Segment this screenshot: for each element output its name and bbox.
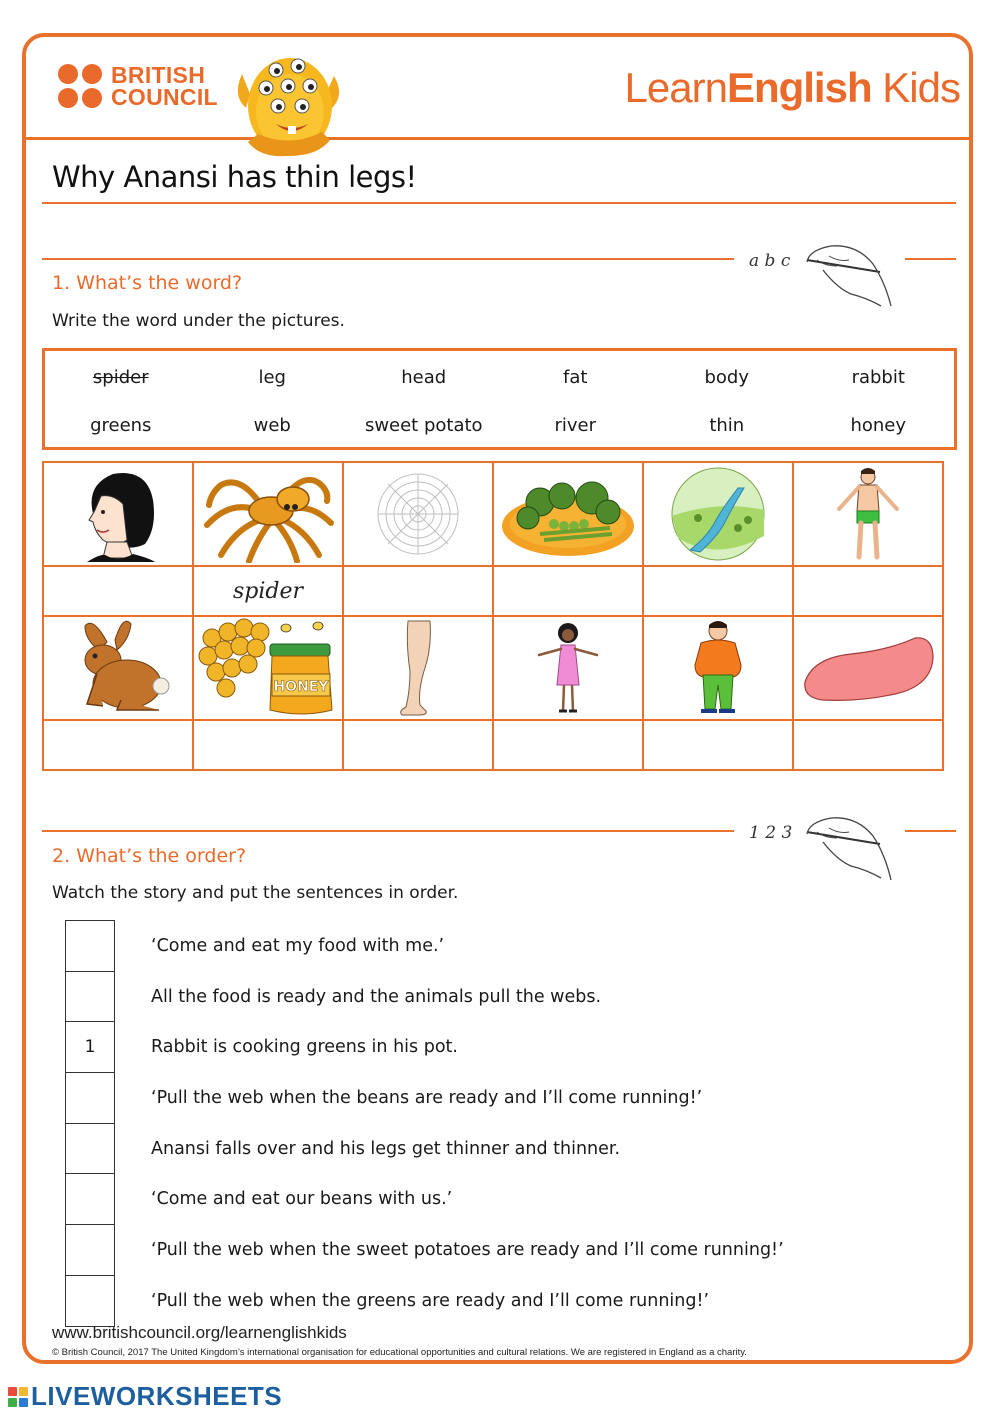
answer-cell[interactable] (343, 720, 493, 770)
thin-girl-picture (533, 619, 603, 717)
word-bank-word: fat (563, 366, 588, 388)
writing-hand-icon (745, 236, 895, 316)
web-picture (368, 466, 468, 562)
logo-kids: Kids (871, 64, 960, 111)
order-sentence: Rabbit is cooking greens in his pot. (151, 1037, 458, 1058)
order-row (66, 921, 785, 972)
answer-cell[interactable] (343, 566, 493, 616)
worksheet-title: Why Anansi has thin legs! (52, 160, 417, 194)
word-bank-word: river (554, 414, 597, 436)
answer-cell[interactable] (643, 566, 793, 616)
leg-picture (388, 619, 448, 717)
word-bank-row-2 (45, 401, 954, 449)
word-bank-row-1 (45, 353, 954, 401)
answer-cell[interactable] (493, 720, 643, 770)
order-sentence: Anansi falls over and his legs get thinner and thinner. (151, 1138, 621, 1159)
footer-copyright: © British Council, 2017 The United Kingdom’s international organisation for educational opportunities and cultural relations. We are registered in England as a charity. (52, 1347, 747, 1358)
order-row (66, 1225, 785, 1276)
river-picture (668, 466, 768, 562)
liveworksheets-logo (8, 1381, 282, 1412)
monster-mascot-icon (230, 46, 346, 160)
word-bank-word: greens (90, 414, 152, 436)
order-number-box[interactable] (66, 1073, 115, 1124)
picture-cell (643, 462, 793, 566)
picture-grid (42, 461, 944, 771)
learnenglish-kids-logo (625, 64, 960, 112)
british-council-logo (58, 64, 218, 108)
picture-cell (793, 616, 943, 720)
word-bank-word: head (401, 366, 447, 388)
answer-cell[interactable] (493, 566, 643, 616)
fat-man-picture (683, 619, 753, 717)
order-number-box[interactable]: 1 (66, 1022, 115, 1073)
word-bank-word: thin (709, 414, 745, 436)
word-bank (42, 348, 957, 450)
answer-text: spider (232, 578, 304, 604)
header-divider (26, 137, 973, 140)
order-row (66, 971, 785, 1022)
honey-picture (198, 618, 338, 718)
order-number-box[interactable] (66, 921, 115, 972)
answer-cell[interactable] (193, 720, 343, 770)
british-council-line1: BRITISH (111, 62, 206, 88)
order-number-box[interactable] (66, 1275, 115, 1326)
picture-cell (343, 462, 493, 566)
order-sentence: ‘Pull the web when the greens are ready and I’ll come running!’ (151, 1290, 710, 1311)
order-number-box[interactable] (66, 1225, 115, 1276)
hand-label-123: 1 2 3 (749, 823, 793, 843)
picture-cell (643, 616, 793, 720)
word-bank-word: body (704, 366, 750, 388)
answer-cell[interactable] (643, 720, 793, 770)
order-sentence: ‘Pull the web when the sweet potatoes are ready and I’ll come running!’ (151, 1239, 784, 1260)
order-row (66, 1174, 785, 1225)
order-number-box[interactable] (66, 1123, 115, 1174)
section2-rule-left (42, 830, 734, 832)
title-underline (42, 202, 956, 204)
word-bank-word: spider (92, 366, 149, 388)
section2-title: 2. What’s the order? (52, 845, 247, 867)
writing-hand-icon (745, 810, 895, 890)
liveworksheets-text: LIVEWORKSHEETS (31, 1381, 283, 1411)
picture-cell (43, 616, 193, 720)
order-row (66, 1275, 785, 1326)
answer-cell[interactable] (43, 566, 193, 616)
order-number-box[interactable] (66, 1174, 115, 1225)
picture-cell (493, 462, 643, 566)
picture-cell (793, 462, 943, 566)
order-sentence: ‘Pull the web when the beans are ready and I’ll come running!’ (151, 1087, 703, 1108)
order-list (65, 920, 785, 1327)
section1-title: 1. What’s the word? (52, 272, 243, 294)
sweet-potato-picture (799, 628, 937, 708)
section2-instruction: Watch the story and put the sentences in order. (52, 883, 459, 903)
order-sentence: ‘Come and eat my food with me.’ (151, 935, 445, 956)
picture-cell (43, 462, 193, 566)
picture-cell (193, 462, 343, 566)
order-sentence: All the food is ready and the animals pull the webs. (151, 986, 602, 1007)
body-picture (833, 465, 903, 563)
order-number-box[interactable] (66, 971, 115, 1022)
liveworksheets-icon (8, 1387, 28, 1407)
head-picture (73, 466, 163, 562)
order-row (66, 1073, 785, 1124)
logo-learn: Learn (624, 64, 727, 111)
section1-instruction: Write the word under the pictures. (52, 311, 345, 331)
logo-english: English (726, 64, 872, 111)
hand-label-abc: a b c (749, 251, 791, 271)
order-row (66, 1123, 785, 1174)
order-sentence: ‘Come and eat our beans with us.’ (151, 1189, 453, 1210)
footer-url: www.britishcouncil.org/learnenglishkids (52, 1323, 347, 1342)
word-bank-word: honey (850, 414, 907, 436)
answer-cell[interactable] (793, 566, 943, 616)
picture-cell (493, 616, 643, 720)
british-council-dots-icon (58, 64, 102, 108)
spider-picture (201, 465, 335, 563)
rabbit-picture (63, 620, 173, 716)
british-council-line2: COUNCIL (111, 84, 218, 110)
section1-rule-right (905, 258, 956, 260)
honey-jar-label: HONEY (273, 679, 329, 695)
word-bank-word: sweet potato (364, 414, 483, 436)
section1-rule-left (42, 258, 734, 260)
order-row (66, 1022, 785, 1073)
section2-rule-right (905, 830, 956, 832)
answer-cell[interactable] (43, 720, 193, 770)
answer-cell[interactable] (193, 566, 343, 616)
answer-cell[interactable] (793, 720, 943, 770)
word-bank-word: leg (258, 366, 286, 388)
picture-cell (193, 616, 343, 720)
picture-cell (343, 616, 493, 720)
greens-picture (500, 468, 636, 560)
word-bank-word: web (253, 414, 291, 436)
word-bank-word: rabbit (851, 366, 905, 388)
